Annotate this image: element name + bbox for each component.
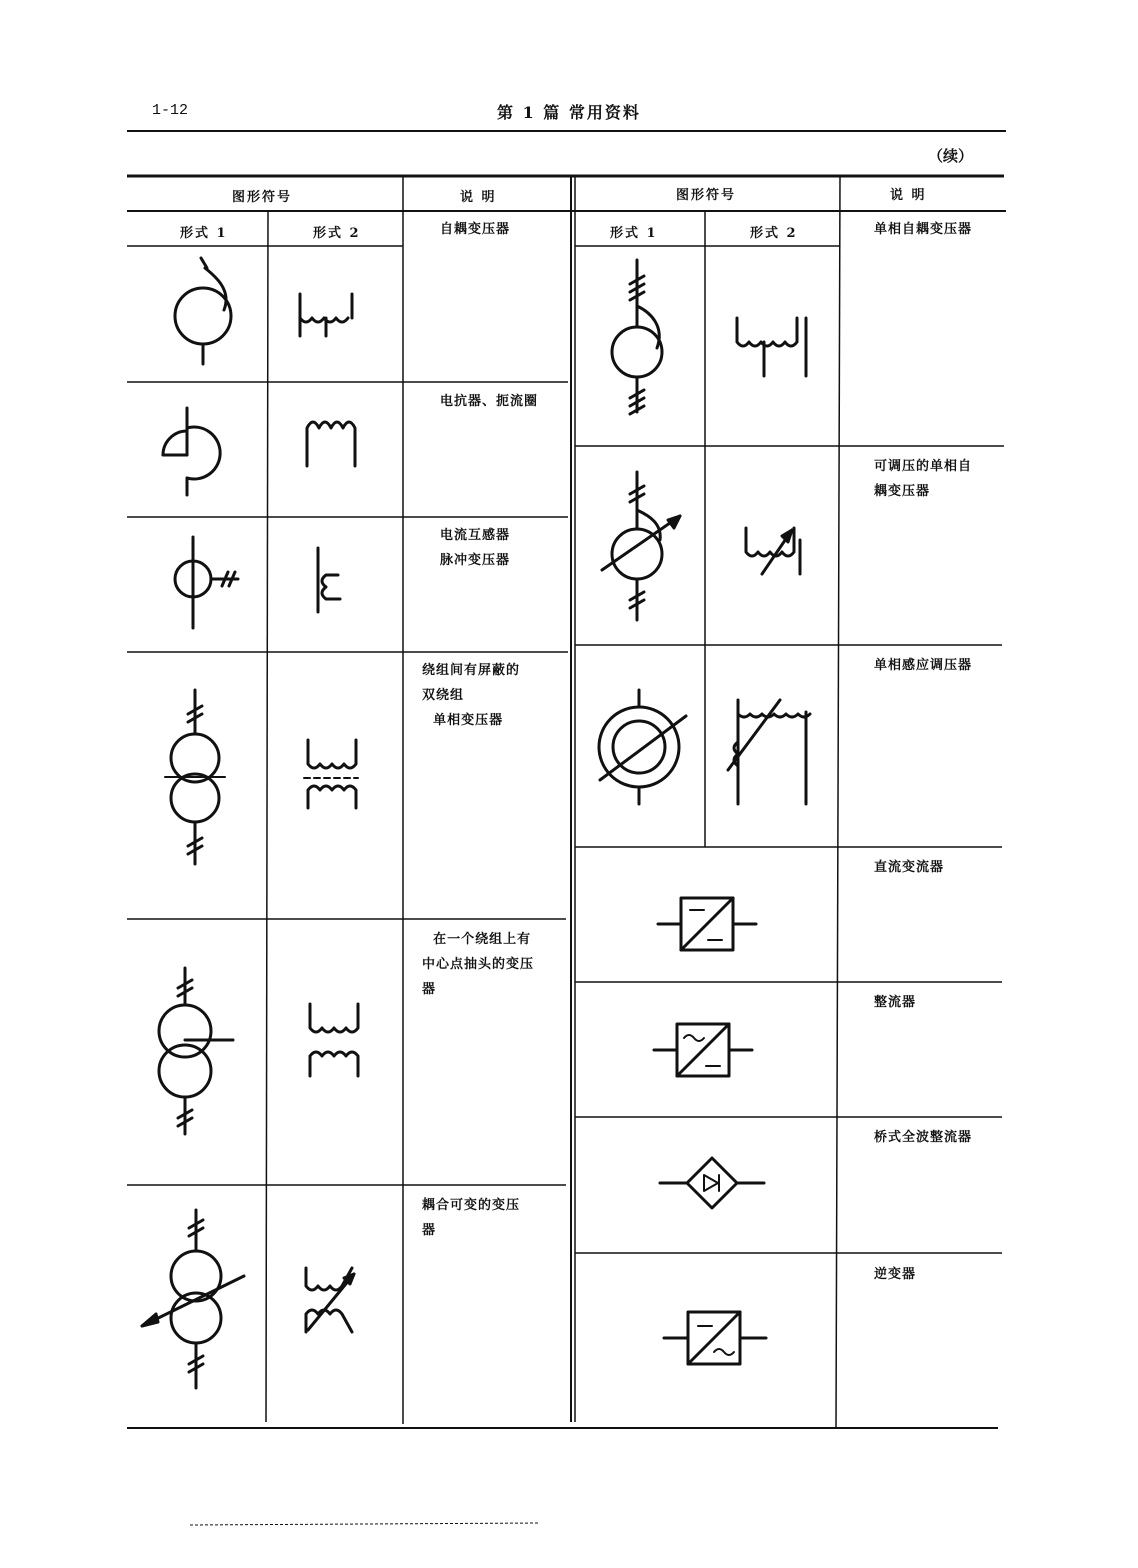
right-form2-header: 形式 2 — [750, 226, 798, 241]
right-header-symbol: 图形符号 — [676, 188, 737, 203]
reactor-form2-symbol — [307, 422, 355, 466]
right-header-description: 说 明 — [890, 188, 927, 203]
bridge-rectifier-symbol — [660, 1158, 764, 1208]
left-row1-description: 自耦变压器 — [440, 222, 511, 237]
dc-converter-symbol — [658, 898, 756, 950]
left-row2-description: 电抗器、扼流圈 — [440, 394, 539, 409]
variable-coupling-transformer-form1-symbol — [142, 1210, 244, 1388]
adjustable-autotransformer-form2-symbol — [746, 528, 800, 574]
continued-label: （续） — [928, 147, 974, 165]
right-form1-header: 形式 1 — [610, 226, 658, 241]
inverter-symbol — [664, 1312, 766, 1364]
center-tap-transformer-form1-symbol — [159, 968, 233, 1134]
current-transformer-form2-symbol — [318, 548, 340, 612]
induction-regulator-form1-symbol — [599, 690, 686, 804]
table-rules — [127, 131, 1006, 1428]
right-row4-description: 直流变流器 — [874, 860, 945, 875]
left-form2-header: 形式 2 — [313, 226, 361, 241]
single-phase-autotransformer-form2-symbol — [737, 318, 806, 376]
center-tap-transformer-form2-symbol — [310, 1004, 358, 1076]
left-header-symbol: 图形符号 — [232, 190, 293, 205]
reactor-form1-symbol — [163, 408, 220, 495]
bottom-smudge — [190, 1523, 540, 1525]
variable-coupling-transformer-form2-symbol — [306, 1268, 354, 1332]
right-row2-description: 可调压的单相自 耦变压器 — [874, 459, 973, 499]
left-row5-description: 在一个绕组上有 中心点抽头的变压 器 — [422, 932, 535, 997]
single-phase-autotransformer-form1-symbol — [612, 260, 662, 414]
rectifier-symbol — [654, 1024, 752, 1076]
left-row4-description: 绕组间有屏蔽的 双绕组 单相变压器 — [422, 663, 521, 728]
autotransformer-form1-symbol — [175, 258, 231, 364]
current-transformer-form1-symbol — [175, 537, 238, 628]
left-form1-header: 形式 1 — [180, 226, 228, 241]
right-row7-description: 逆变器 — [874, 1267, 917, 1282]
left-row3-description: 电流互感器 脉冲变压器 — [440, 528, 511, 568]
chapter-title: 第 1 篇 常用资料 — [497, 103, 641, 122]
right-row1-description: 单相自耦变压器 — [874, 222, 973, 237]
right-row6-description: 桥式全波整流器 — [874, 1130, 973, 1145]
page-number: 1-12 — [152, 102, 189, 119]
induction-regulator-form2-symbol — [728, 700, 810, 804]
adjustable-autotransformer-form1-symbol — [602, 472, 680, 620]
right-row5-description: 整流器 — [874, 995, 917, 1010]
autotransformer-form2-symbol — [300, 294, 352, 336]
left-header-description: 说 明 — [460, 190, 497, 205]
screened-transformer-form2-symbol — [304, 740, 358, 808]
left-row6-description: 耦合可变的变压 器 — [422, 1198, 521, 1238]
screened-transformer-form1-symbol — [165, 690, 225, 864]
right-row3-description: 单相感应调压器 — [874, 658, 973, 673]
